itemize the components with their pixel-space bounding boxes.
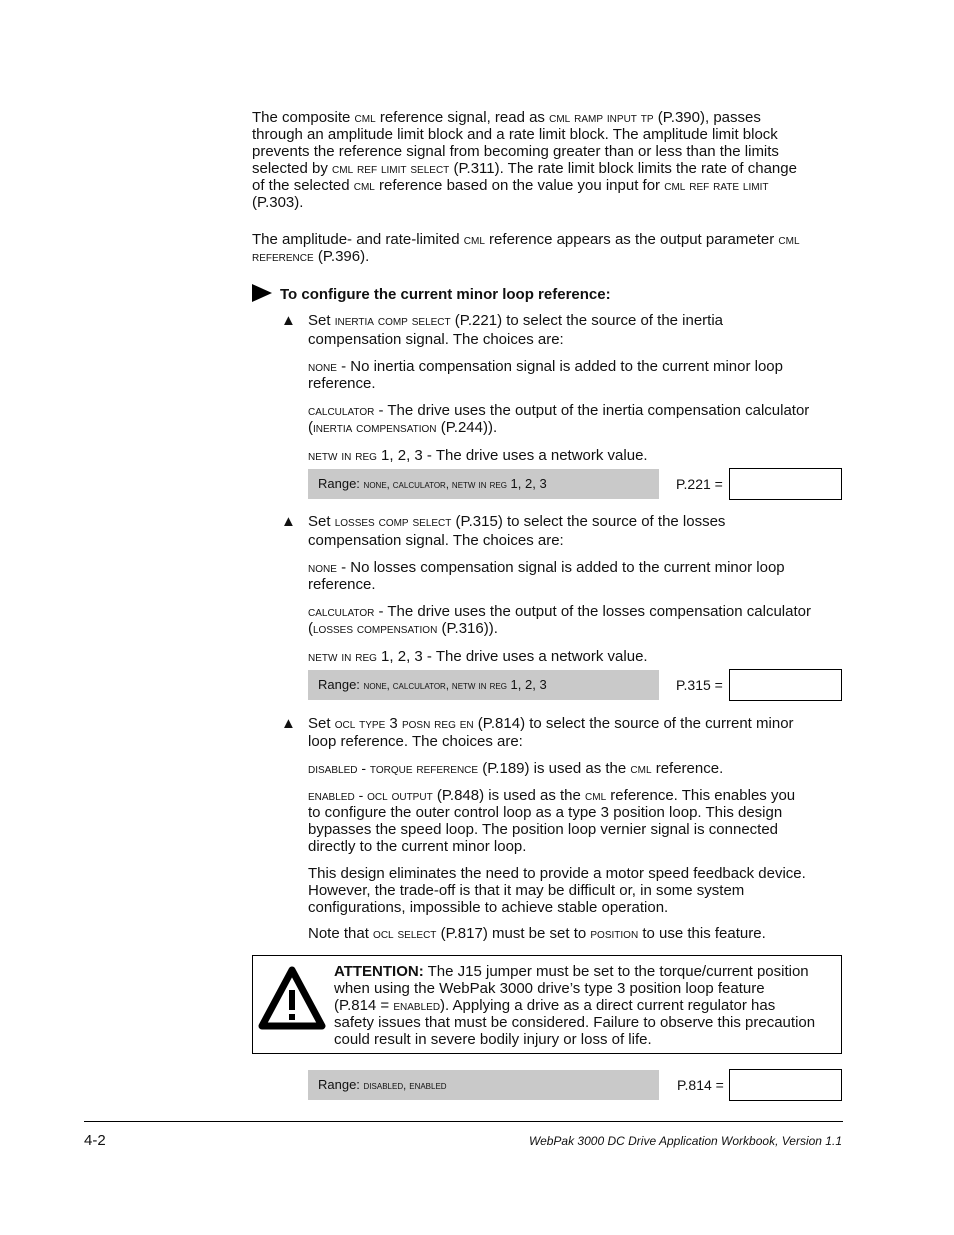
param-value-box-p221[interactable] (729, 468, 842, 500)
range-bar-p221: Range: none, calculator, netw in reg 1, 2, 3 (308, 469, 659, 499)
step-2: Set losses comp select (P.315) to select the source of the losses compensation signal. The choices are: none - No losses compensation signal is added to the current minor loop reference. calculator - The drive uses the output of the losses compensation calculator (losses compensation (P.316)). netw in reg 1, 2, 3 - The drive uses a network value. (308, 513, 811, 665)
bullet-triangle-icon: ▲ (281, 715, 296, 732)
param-label-p315: P.315 = (676, 677, 723, 693)
step-3: Set ocl type 3 posn reg en (P.814) to select the source of the current minor loop reference. The choices are: disabled - torque reference (P.189) is used as the cml reference. enabled - ocl output (P.848) is used as the cml reference. This enables you to configure the outer control loop as a type 3 position loop. This design bypasses the speed loop. The position loop vernier signal is connected directly to the current minor loop. This design eliminates the need to provide a motor speed feedback device. However, the trade-off is that it may be difficult or, in some system configurations, impossible to achieve stable operation. Note that ocl select (P.817) must be set to position to use this feature. (308, 715, 806, 942)
range-bar-p315: Range: none, calculator, netw in reg 1, 2, 3 (308, 670, 659, 700)
range-bar-p814: Range: disabled, enabled (308, 1070, 659, 1100)
procedure-heading: To configure the current minor loop reference: (280, 286, 611, 303)
param-value-box-p814[interactable] (729, 1069, 842, 1101)
bullet-triangle-icon: ▲ (281, 513, 296, 530)
attention-text: ATTENTION: The J15 jumper must be set to the torque/current position when using the WebPak 3000 drive’s type 3 position loop feature (P.814 = enabled). Applying a drive as a direct current regulator has safety issues that must be considered. Failure to observe this precaution could result in severe bodily injury or loss of life. (334, 963, 816, 1048)
step-1: Set inertia comp select (P.221) to select the source of the inertia compensation signal. The choices are: none - No inertia compensation signal is added to the current minor loop reference. calculator - The drive uses the output of the inertia compensation calculator (inertia compensation (P.244)). netw in reg 1, 2, 3 - The drive uses a network value. (308, 312, 810, 464)
param-label-p814: P.814 = (677, 1077, 724, 1093)
page-number: 4-2 (84, 1132, 106, 1149)
footer-title: WebPak 3000 DC Drive Application Workbook, Version 1.1 (528, 1134, 842, 1148)
param-label-p221: P.221 = (676, 476, 723, 492)
attention-box (252, 955, 842, 1054)
intro-paragraph: The composite cml reference signal, read as cml ramp input tp (P.390), passes through an amplitude limit block and a rate limit block. The amplitude limit block prevents the reference signal from becoming greater than or less than the limits selected by cml ref limit select (P.311). The rate limit block limits the rate of change of the selected cml reference based on the value you input for cml ref rate limit (P.303). (252, 109, 797, 211)
bullet-triangle-icon: ▲ (281, 312, 296, 329)
procedure-arrow-icon (251, 283, 273, 308)
param-value-box-p315[interactable] (729, 669, 842, 701)
warning-triangle-icon (258, 966, 326, 1035)
footer-rule (84, 1121, 843, 1122)
intro-paragraph-2: The amplitude- and rate-limited cml reference appears as the output parameter cml reference (P.396). (252, 231, 800, 265)
